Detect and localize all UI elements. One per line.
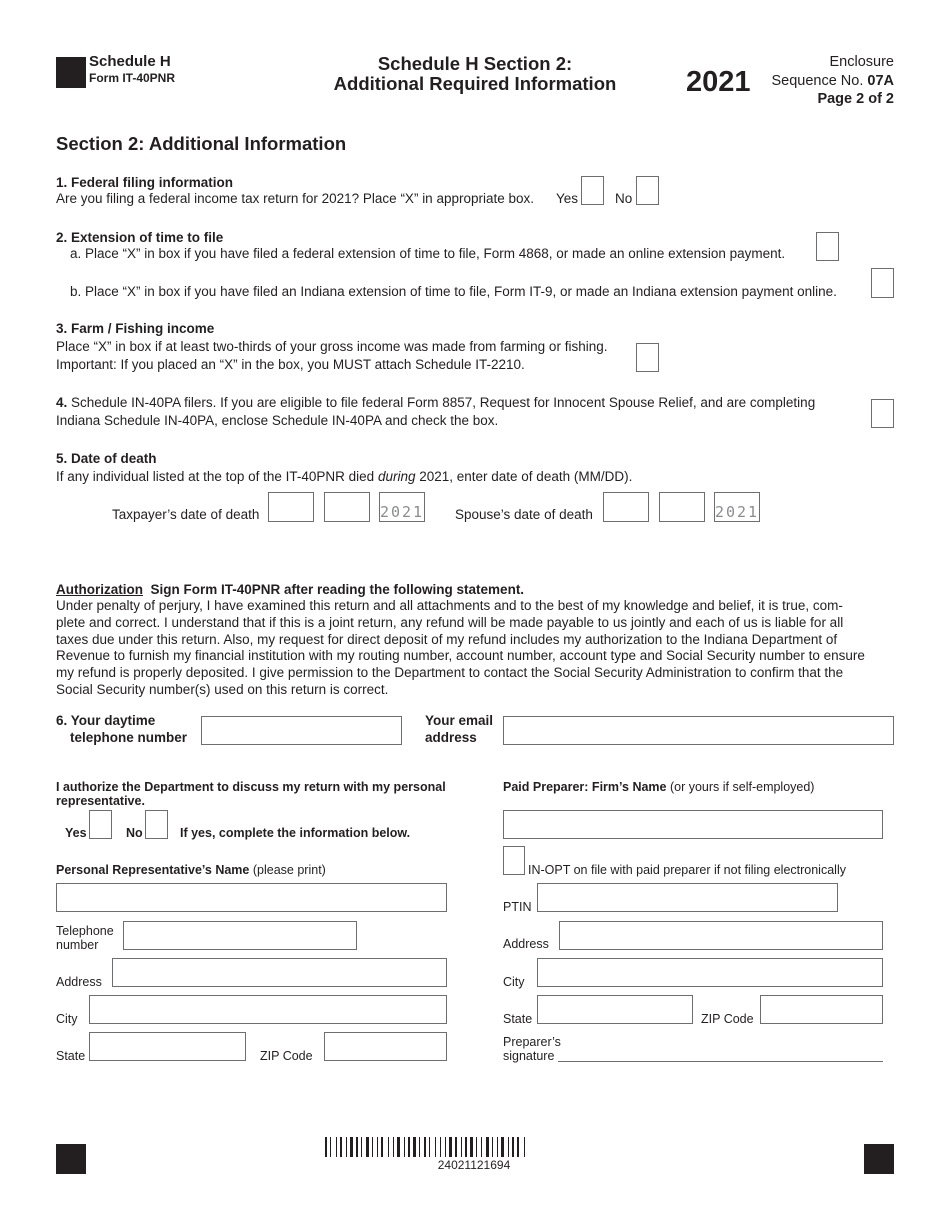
barcode-bar: [419, 1137, 420, 1157]
rep-no-label: No: [126, 826, 143, 840]
barcode-bar: [481, 1137, 482, 1157]
registration-mark-bottom-right: [864, 1144, 894, 1174]
barcode-bar: [356, 1137, 358, 1157]
q3-line2: Important: If you placed an “X” in the box, you MUST attach Schedule IT-2210.: [56, 357, 525, 372]
barcode-bar: [461, 1137, 462, 1157]
barcode-bar: [497, 1137, 498, 1157]
preparer-address-label: Address: [503, 937, 549, 951]
rep-telephone-label-line2: number: [56, 938, 99, 952]
q2a-checkbox[interactable]: [816, 232, 839, 261]
preparer-signature-line[interactable]: [558, 1048, 883, 1062]
authorization-line: taxes due under this return. Also, my request for direct deposit of my refund includes my authorization to the Indiana Department of: [56, 631, 838, 647]
sequence-number: 07A: [867, 73, 894, 89]
q1-yes-checkbox[interactable]: [581, 176, 604, 205]
rep-name-hint: (please print): [252, 863, 326, 877]
rep-city-input[interactable]: [89, 995, 447, 1024]
rep-telephone-input[interactable]: [123, 921, 357, 950]
q5-text-em: during: [377, 469, 416, 484]
preparer-zip-label: ZIP Code: [701, 1012, 754, 1026]
barcode-bar: [325, 1137, 327, 1157]
q5-text: [56, 469, 632, 484]
rep-state-label: State: [56, 1049, 86, 1063]
barcode-bar: [440, 1137, 441, 1157]
rep-telephone-label-line1: Telephone: [56, 924, 114, 938]
preparer-firm-label: Paid Preparer: Firm’s Name: [503, 780, 667, 794]
page-indicator: Page 2 of 2: [817, 91, 894, 107]
spouse-death-year-value: 2021: [714, 503, 760, 521]
form-label: Form IT-40PNR: [89, 71, 176, 85]
page-title-line1: Schedule H Section 2:: [377, 53, 573, 74]
barcode-bar: [455, 1137, 457, 1157]
page-title-line2: Additional Required Information: [333, 73, 617, 94]
barcode-bar: [361, 1137, 362, 1157]
barcode-bar: [340, 1137, 342, 1157]
authorization-line: plete and correct. I understand that if this is a joint return, any refund will be made payable to us jointly and each of us is liable for all: [56, 614, 844, 630]
barcode-bar: [330, 1137, 331, 1157]
rep-address-input[interactable]: [112, 958, 447, 987]
q1-no-label: No: [615, 191, 633, 206]
phone-label-line1: 6. Your daytime: [56, 713, 156, 728]
rep-zip-label: ZIP Code: [260, 1049, 313, 1063]
barcode-bar: [492, 1137, 493, 1157]
enclosure-label: Enclosure: [829, 54, 894, 70]
q3-checkbox[interactable]: [636, 343, 659, 372]
preparer-signature-label-line2: signature: [503, 1049, 555, 1063]
barcode-bar: [435, 1137, 436, 1157]
section-title: Section 2: Additional Information: [56, 133, 347, 154]
barcode-bar: [424, 1137, 426, 1157]
q4-number: 4.: [56, 395, 68, 410]
authorization-heading-line: [56, 582, 524, 597]
q1-no-checkbox[interactable]: [636, 176, 659, 205]
rep-no-checkbox[interactable]: [145, 810, 168, 839]
q2b-text: b. Place “X” in box if you have filed an Indiana extension of time to file, Form IT-9, or made an Indiana extension payment online.: [70, 284, 837, 299]
barcode-bar: [336, 1137, 337, 1157]
phone-label-line2: telephone number: [70, 730, 188, 745]
barcode-bar: [465, 1137, 467, 1157]
barcode-bar: [393, 1137, 394, 1157]
preparer-firm-input[interactable]: [503, 810, 883, 839]
barcode-bar: [366, 1137, 369, 1157]
sequence-line: [771, 73, 894, 89]
barcode-bar: [388, 1137, 389, 1157]
barcode-bar: [449, 1137, 452, 1157]
q3-line1: Place “X” in box if at least two-thirds of your gross income was made from farming or fishing.: [56, 339, 608, 354]
email-label-line1: Your email: [425, 713, 494, 728]
barcode-bar: [397, 1137, 400, 1157]
authorization-statement: [56, 598, 906, 699]
q1-yes-label: Yes: [556, 191, 579, 206]
barcode: [325, 1137, 623, 1157]
rep-zip-input[interactable]: [324, 1032, 447, 1061]
barcode-bar: [470, 1137, 473, 1157]
barcode-bar: [524, 1137, 525, 1157]
inopt-label: IN-OPT on file with paid preparer if not filing electronically: [528, 863, 846, 877]
q4-line2: Indiana Schedule IN-40PA, enclose Schedule IN-40PA and check the box.: [56, 413, 499, 428]
q3-heading: 3. Farm / Fishing income: [56, 321, 215, 336]
q1-text: Are you filing a federal income tax return for 2021? Place “X” in appropriate box.: [56, 191, 535, 206]
q4-checkbox[interactable]: [871, 399, 894, 428]
barcode-bar: [408, 1137, 410, 1157]
ptin-label: PTIN: [503, 900, 532, 914]
preparer-city-label: City: [503, 975, 525, 989]
authorize-rep-line1: I authorize the Department to discuss my return with my personal: [56, 780, 446, 794]
registration-mark-top-left: [56, 57, 86, 88]
barcode-bar: [381, 1137, 383, 1157]
q1-heading: 1. Federal filing information: [56, 175, 234, 190]
rep-yes-label: Yes: [65, 826, 87, 840]
tax-year: 2021: [686, 66, 751, 98]
authorize-rep-line2: representative.: [56, 794, 145, 808]
barcode-bar: [346, 1137, 347, 1157]
barcode-bar: [517, 1137, 519, 1157]
taxpayer-death-day[interactable]: [324, 492, 370, 522]
email-label-line2: address: [425, 730, 477, 745]
barcode-bar: [501, 1137, 504, 1157]
barcode-bar: [445, 1137, 446, 1157]
rep-address-label: Address: [56, 975, 102, 989]
barcode-bar: [508, 1137, 509, 1157]
taxpayer-death-year-value: 2021: [379, 503, 425, 521]
preparer-address-input[interactable]: [559, 921, 883, 950]
daytime-phone-input[interactable]: [201, 716, 402, 745]
barcode-bar: [512, 1137, 514, 1157]
email-input[interactable]: [503, 716, 894, 745]
rep-name-label: Personal Representative’s Name: [56, 863, 250, 877]
spouse-death-month[interactable]: [603, 492, 649, 522]
taxpayer-death-month[interactable]: [268, 492, 314, 522]
preparer-firm-hint: (or yours if self-employed): [669, 780, 815, 794]
authorization-line: Under penalty of perjury, I have examined this return and all attachments and to the best of my knowledge and belief, it is true, com-: [56, 598, 843, 613]
barcode-bar: [429, 1137, 430, 1157]
rep-yes-checkbox[interactable]: [89, 810, 112, 839]
ptin-input[interactable]: [537, 883, 838, 912]
preparer-state-input[interactable]: [537, 995, 693, 1024]
registration-mark-bottom-left: [56, 1144, 86, 1174]
preparer-signature-label-line1: Preparer’s: [503, 1035, 561, 1049]
barcode-bar: [350, 1137, 353, 1157]
barcode-bar: [413, 1137, 416, 1157]
barcode-number: 24021121694: [437, 1158, 511, 1172]
spouse-death-label: Spouse’s date of death: [455, 507, 593, 522]
inopt-checkbox[interactable]: [503, 846, 525, 875]
q5-text-after: 2021, enter date of death (MM/DD).: [415, 469, 633, 484]
authorization-heading: Authorization: [56, 582, 143, 597]
sequence-label: Sequence No.: [771, 73, 864, 89]
barcode-bar: [372, 1137, 373, 1157]
q5-text-before: If any individual listed at the top of the IT-40PNR died: [56, 469, 378, 484]
taxpayer-death-label: Taxpayer’s date of death: [112, 507, 260, 522]
barcode-bar: [377, 1137, 378, 1157]
authorization-line: Social Security number(s) used on this return is correct.: [56, 681, 389, 697]
rep-name-input[interactable]: [56, 883, 447, 912]
barcode-bar: [404, 1137, 405, 1157]
rep-name-label-line: [56, 863, 326, 877]
schedule-label: Schedule H: [89, 53, 171, 70]
rep-city-label: City: [56, 1012, 78, 1026]
authorization-line: Revenue to furnish my financial institution with my routing number, account number, account type and Social Security number to ensure: [56, 648, 865, 664]
q4-line1-text: Schedule IN-40PA filers. If you are eligible to file federal Form 8857, Request for Innocent Spouse Relief, and are completing: [71, 395, 816, 410]
barcode-bar: [486, 1137, 489, 1157]
q2b-checkbox[interactable]: [871, 268, 894, 298]
authorization-subheading: Sign Form IT-40PNR after reading the following statement.: [150, 582, 525, 597]
spouse-death-day[interactable]: [659, 492, 705, 522]
q2a-text: a. Place “X” in box if you have filed a federal extension of time to file, Form 4868, or made an online extension payment.: [70, 246, 786, 261]
q5-heading: 5. Date of death: [56, 451, 157, 466]
preparer-state-label: State: [503, 1012, 533, 1026]
q4-line1: [56, 395, 815, 410]
rep-state-input[interactable]: [89, 1032, 246, 1061]
rep-if-yes-note: If yes, complete the information below.: [180, 826, 411, 840]
authorization-line: my refund is properly deposited. I give permission to the Department to contact the Social Security Administration to confirm that the: [56, 665, 844, 681]
preparer-city-input[interactable]: [537, 958, 883, 987]
barcode-bar: [476, 1137, 477, 1157]
preparer-zip-input[interactable]: [760, 995, 883, 1024]
q2-heading: 2. Extension of time to file: [56, 230, 224, 245]
preparer-firm-label-line: [503, 780, 814, 794]
